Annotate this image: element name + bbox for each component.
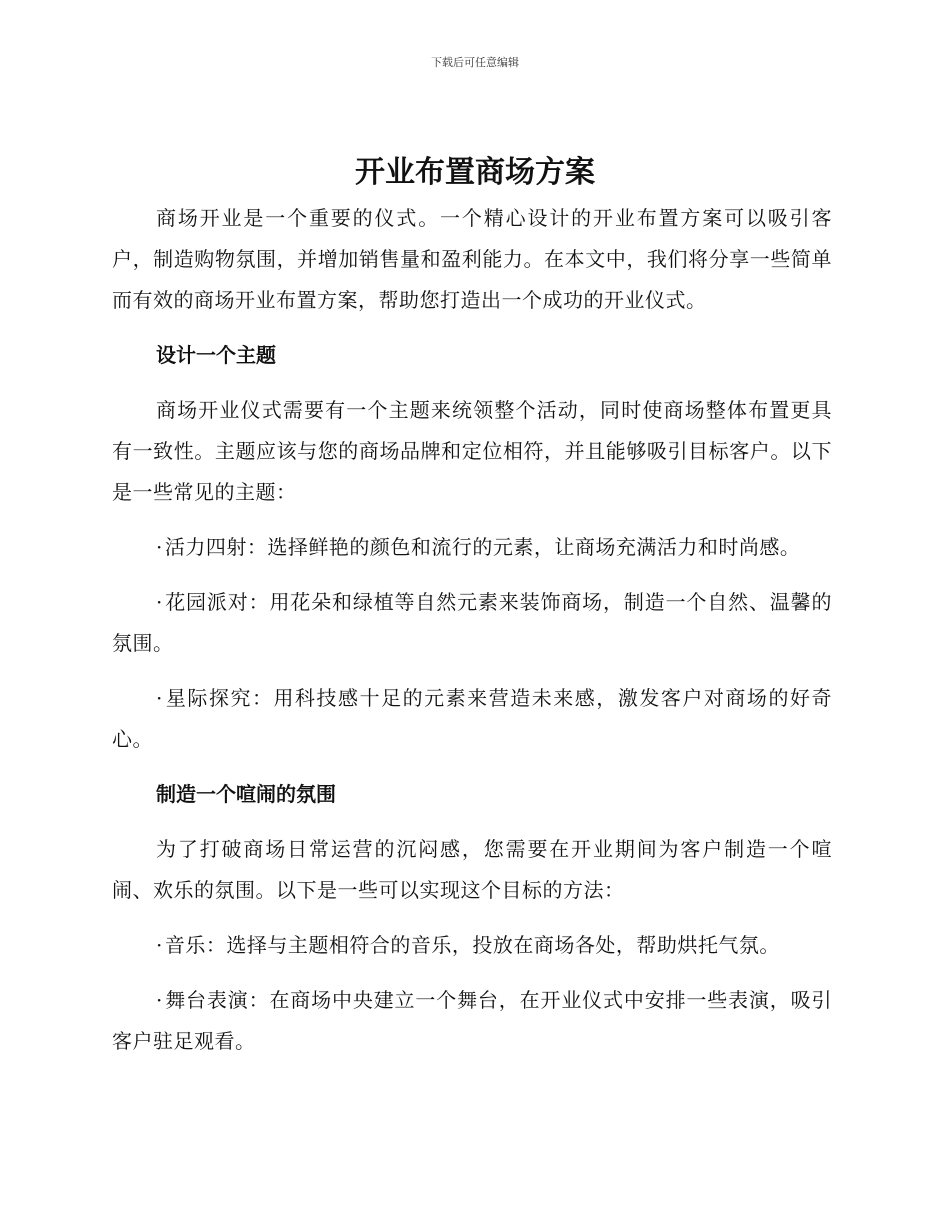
bullet-text: 花园派对：用花朵和绿植等自然元素来装饰商场，制造一个自然、温馨的氛围。 [112, 590, 832, 655]
list-item [112, 925, 832, 966]
bullet-text: 星际探究：用科技感十足的元素来营造未来感，激发客户对商场的好奇心。 [112, 686, 832, 751]
theme-paragraph: 商场开业仪式需要有一个主题来统领整个活动，同时使商场整体布置更具有一致性。主题应该与您的商场品牌和定位相符，并且能够吸引目标客户。以下是一些常见的主题： [112, 398, 832, 504]
list-item [112, 678, 832, 760]
atmosphere-paragraph: 为了打破商场日常运营的沉闷感，您需要在开业期间为客户制造一个喧闹、欢乐的氛围。以下是一些可以实现这个目标的方法： [112, 837, 832, 902]
section-heading-theme: 设计一个主题 [156, 343, 276, 367]
bullet-text: 舞台表演：在商场中央建立一个舞台，在开业仪式中安排一些表演，吸引客户驻足观看。 [112, 988, 832, 1053]
list-item [112, 582, 832, 664]
document-body [112, 198, 832, 1076]
page-title: 开业布置商场方案 [355, 155, 595, 190]
bullet-text: 活力四射：选择鲜艳的颜色和流行的元素，让商场充满活力和时尚感。 [164, 535, 801, 559]
bullet-icon: · [156, 590, 163, 614]
bullet-icon: · [156, 535, 163, 559]
list-item [112, 980, 832, 1062]
intro-paragraph: 商场开业是一个重要的仪式。一个精心设计的开业布置方案可以吸引客户，制造购物氛围，并增加销售量和盈利能力。在本文中，我们将分享一些简单而有效的商场开业布置方案，帮助您打造出一个成功的开业仪式。 [112, 206, 832, 312]
section-heading-atmosphere: 制造一个喧闹的氛围 [156, 782, 336, 806]
bullet-icon: · [156, 933, 163, 957]
bullet-text: 音乐：选择与主题相符合的音乐，投放在商场各处，帮助烘托气氛。 [164, 933, 780, 957]
header-note: 下载后可任意编辑 [431, 56, 519, 69]
list-item [112, 527, 832, 568]
bullet-icon: · [156, 686, 163, 710]
bullet-icon: · [156, 988, 163, 1012]
